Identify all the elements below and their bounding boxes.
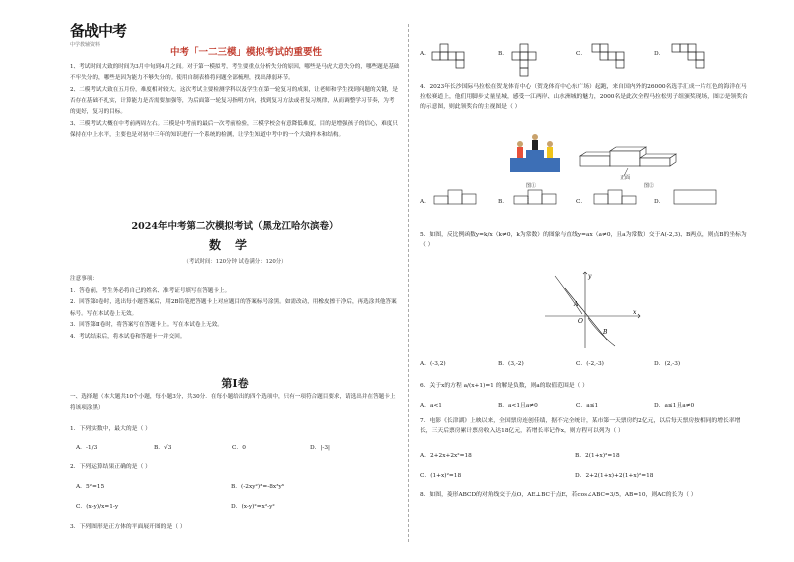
- net-square: [616, 60, 624, 68]
- intro-paragraph-3: 3、三模考试大概在中考前两周左右。三模是中考前的最后一次考前检验，三模学校会有意降低难度，目的是增强孩子的信心，难度只保持在中上水平，主要也是对初中三年的知识进行一个系统的检测，让学生知道中考中的一个大致样本和结构。: [70, 121, 398, 138]
- page-divider: [408, 24, 409, 542]
- option-a: A．: [420, 199, 430, 205]
- option-a: A．: [420, 51, 430, 57]
- question-7: 7．电影《长津湖》上映以来，全国票房连创佳绩，据不完全统计，某市第一天票房约2亿元，以后每天票房按相同的增长率增长，三天后票房累计票房收入达18亿元，若增长率记作x，则方程可以列为（ ）: [420, 418, 741, 434]
- net-square: [528, 52, 536, 60]
- brand-logo-sub: 中学教辅资料: [70, 42, 101, 48]
- front-view-options: [434, 190, 754, 210]
- volume-title: 第Ⅰ卷: [221, 377, 249, 390]
- note-item: 3．回答第Ⅱ卷时，将答案写在答题卡上。写在本试卷上无效。: [70, 322, 223, 328]
- brand-logo-text: 备战中考: [70, 22, 127, 40]
- question-7-options-row1: [420, 450, 744, 459]
- intro-text: [70, 62, 400, 142]
- podium-photo: [510, 132, 570, 180]
- net-square: [608, 52, 616, 60]
- option-b: B．a<1且a≠0: [498, 403, 538, 409]
- x-axis-label: x: [633, 309, 637, 316]
- question-6-options: [420, 400, 744, 409]
- note-item: 1．答卷前，考生务必将自己的姓名、准考证号填写在答题卡上。: [70, 287, 231, 294]
- front-label: 正面: [620, 175, 631, 181]
- figure-1-caption: 图①: [526, 183, 537, 189]
- option-d: D．2+2(1+x)+2(1+x)²=18: [575, 473, 654, 479]
- option-c: C．(x-y)/x=1-y: [76, 504, 119, 510]
- net-square: [520, 52, 528, 60]
- net-square: [520, 68, 528, 76]
- net-square: [696, 52, 704, 60]
- note-item: 4．考试结束后，将本试卷和答题卡一并交回。: [70, 333, 186, 340]
- net-square: [440, 52, 448, 60]
- option-a: A．(-3,2): [420, 361, 446, 367]
- option-d: D．: [654, 51, 665, 57]
- option-c: C．a≤1: [576, 403, 599, 409]
- question-2: 2．下列运算结果正确的是（ ）: [70, 464, 151, 470]
- net-square: [512, 52, 520, 60]
- option-b: B．(3,-2): [498, 361, 524, 367]
- intro-paragraph-1: 1、考试时间大致的时间为3月中旬到4月之间。对于第一模拟考，考生要重点分析失分的原因，哪些是马虎大意失分的，哪些题是基础不牢失分的，哪些是因为能力不够失分的。使用自制表格将问题全部梳理，找出薄弱环节。: [70, 64, 400, 81]
- note-item: 2．回答第Ⅰ卷时，选出每小题答案后，用2B铅笔把答题卡上对应题目的答案标号涂黑。如需改动，用橡皮擦干净后，再选涂其他答案标号。写在本试卷上无效。: [70, 299, 397, 317]
- net-square: [600, 52, 608, 60]
- question-5: 5．如图，反比例函数y=k/x（k≠0，k为常数）的图象与直线y=ax（a≠0，且a为常数）交于A(-2,3)、B两点，则点B的坐标为（ ）: [420, 232, 747, 248]
- option-b: B．: [498, 51, 509, 57]
- option-c: C．: [576, 199, 587, 205]
- net-square: [448, 52, 456, 60]
- brand-logo: [70, 20, 140, 50]
- net-square: [688, 52, 696, 60]
- option-d: D．|-3|: [310, 445, 330, 451]
- net-square: [616, 52, 624, 60]
- option-b: B．2(1+x)²=18: [575, 453, 620, 459]
- question-1: 1．下列实数中，最大的是（ ）: [70, 426, 151, 432]
- net-square: [520, 60, 528, 68]
- cube-nets-figure: [432, 44, 752, 84]
- option-c: C．(-2,-3): [576, 361, 604, 367]
- right-page: [420, 20, 750, 546]
- net-square: [672, 44, 680, 52]
- origin-label: O: [578, 318, 583, 325]
- option-a: A．2+2x+2x²=18: [420, 453, 472, 459]
- option-b: B．√3: [154, 445, 172, 451]
- question-5-options: [420, 358, 744, 367]
- net-square: [696, 60, 704, 68]
- net-square: [456, 60, 464, 68]
- question-7-options-row2: [420, 470, 744, 479]
- option-c: C．0: [232, 445, 246, 451]
- option-c: C．: [576, 51, 587, 57]
- net-square: [520, 44, 528, 52]
- exam-title: 2024年中考第二次模拟考试（黑龙江哈尔滨卷）: [131, 221, 339, 232]
- net-square: [456, 52, 464, 60]
- question-2-options-row1: [76, 481, 400, 490]
- figure-2-caption: 图②: [644, 183, 655, 189]
- net-square: [440, 44, 448, 52]
- promo-title: 中考「一二三模」模拟考试的重要性: [170, 47, 323, 58]
- question-2-options-row2: [76, 501, 400, 510]
- option-a: A．a<1: [420, 403, 442, 409]
- option-a: A．5²=15: [76, 484, 105, 490]
- option-d: D．a≤1且a≠0: [654, 403, 695, 409]
- net-square: [600, 44, 608, 52]
- point-b-label: B: [603, 329, 608, 336]
- left-page: [70, 20, 400, 546]
- net-square: [680, 44, 688, 52]
- option-b: B．: [498, 199, 509, 205]
- question-6: 6．关于x的方程 a/(x+1)=1 的解是负数，则a的取值范围是（ ）: [420, 383, 588, 389]
- section-heading: 一、选择题（本大题共10个小题，每小题3分，共30分．在每小题给出的四个选项中，只有一项符合题目要求，请选出并在答题卡上将该项涂黑）: [70, 394, 396, 411]
- question-8: 8．如图，菱形ABCD的对角线交于点O，AE⊥BC于点E，若cos∠ABC=3/5，AB=10，则AC的长为（ ）: [420, 492, 697, 498]
- question-1-options: [76, 442, 400, 451]
- notes: [70, 274, 400, 343]
- net-square: [432, 52, 440, 60]
- option-a: A．-1/3: [76, 445, 98, 451]
- option-d: D．(2,-3): [654, 361, 681, 367]
- net-square: [592, 44, 600, 52]
- question-4: 4．2023年长沙国际马拉松在贺龙体育中心（贺龙体育中心东广场）起跑，来自国内外的26000名选手汇成一片红色的海洋在马拉松赛道上，他们用脚步丈量星城，感受一江两岸、山水洲城的魅力，2000名是此次全程马拉松男子组颁奖现场，图②是领奖台的示意图，则此领奖台的主视图是（ ）: [420, 84, 748, 110]
- net-square: [688, 44, 696, 52]
- point-a-label: A: [574, 301, 579, 308]
- option-b: B．(-2xy²)³=-8x³y⁶: [231, 484, 285, 490]
- subject-title: 数学: [208, 238, 261, 252]
- option-d: D．: [654, 199, 665, 205]
- intro-paragraph-2: 2、二模考试大致在五月份，难度相对较大。这次考试主要检测学科以及学生在第一轮复习的成果，让老师和学生找到问题的关键，是否存在基础不扎实，计算能力是否需要加强等，为后面第一轮复习指明方向，找到复习方法或者复习规律，从而调整学习节奏，为考的更好，复习的目标。: [70, 87, 398, 115]
- exam-meta: （考试时间：120分钟 试卷满分：120分）: [183, 259, 287, 265]
- notes-title: 注意事项：: [70, 276, 98, 282]
- hyperbola-graph: [545, 270, 645, 350]
- y-axis-label: y: [588, 273, 592, 280]
- question-3: 3．下列图形是正方体的平面展开图的是（ ）: [70, 524, 186, 530]
- option-c: C．(1+x)²=18: [420, 473, 462, 479]
- option-d: D．(x-y)²=x²-y²: [231, 504, 275, 510]
